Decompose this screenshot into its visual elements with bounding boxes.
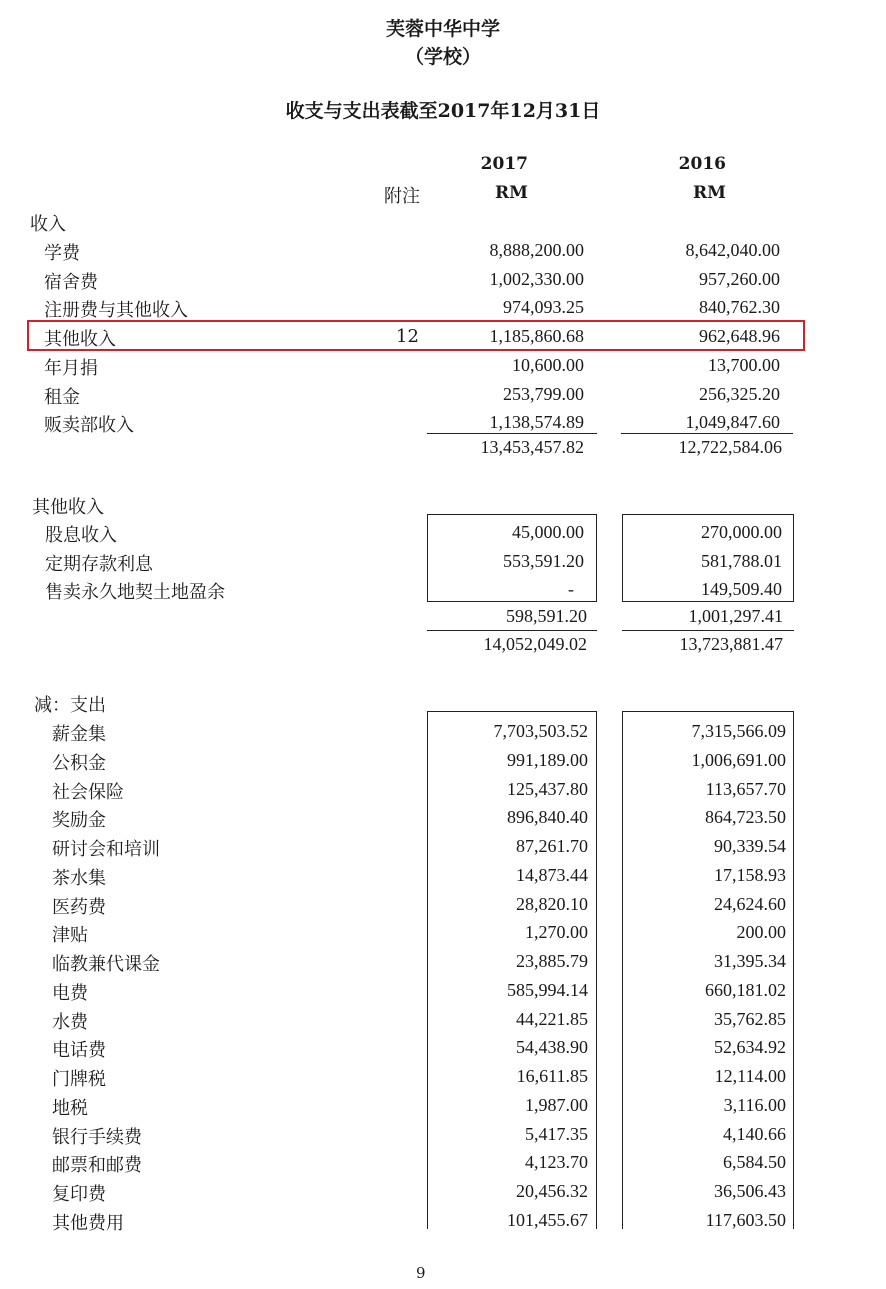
income-row-note: 12 [396,326,419,347]
expense-row-value-2016: 24,624.60 [714,894,786,914]
grand-total-2016: 13,723,881.47 [679,634,783,654]
other-income-row-value-2017: 45,000.00 [512,522,584,542]
other-income-subtotal-2016: 1,001,297.41 [688,606,783,626]
expense-row-label: 茶水集 [52,868,106,889]
income-total-rule-2016 [621,433,793,434]
year-current-header: 2017 [480,154,528,174]
income-row-value-2016: 962,648.96 [699,326,780,346]
other-income-row-value-2017: 553,591.20 [503,551,584,571]
expense-row-value-2017: 44,221.85 [516,1009,588,1029]
income-total-rule-2017 [427,433,597,434]
expense-box-right-2016 [793,711,794,1229]
expense-row-value-2017: 14,873.44 [516,865,588,885]
other-income-heading: 其他收入 [32,497,104,518]
expense-row-value-2017: 4,123.70 [525,1152,588,1172]
income-row-value-2016: 840,762.30 [699,297,780,317]
income-row-label: 年月捐 [44,358,98,379]
income-row-label: 贩卖部收入 [44,415,134,436]
school-name: 芙蓉中华中学 [385,18,500,40]
expense-row-value-2017: 585,994.14 [507,980,588,1000]
income-row-value-2017: 8,888,200.00 [489,240,584,260]
income-row-value-2017: 974,093.25 [503,297,584,317]
expense-row-value-2017: 54,438.90 [516,1037,588,1057]
income-row-value-2017: 1,185,860.68 [489,326,584,346]
income-row-value-2016: 13,700.00 [708,355,780,375]
expense-row-value-2016: 36,506.43 [714,1181,786,1201]
expense-box-right-2017 [596,711,597,1229]
expense-row-value-2016: 12,114.00 [714,1066,786,1086]
expense-row-label: 其他费用 [52,1213,124,1234]
expense-row-value-2016: 113,657.70 [705,779,786,799]
expense-row-value-2016: 90,339.54 [714,836,786,856]
income-row-label: 注册费与其他收入 [44,300,188,321]
grand-total-rule-2016 [622,630,794,631]
expense-row-value-2016: 3,116.00 [723,1095,786,1115]
income-row-value-2017: 1,002,330.00 [489,269,584,289]
grand-total-2017: 14,052,049.02 [483,634,587,654]
income-row-label: 学费 [44,243,80,264]
expenses-heading: 减：支出 [34,695,106,716]
expense-row-value-2017: 125,437.80 [507,779,588,799]
expense-row-value-2016: 35,762.85 [714,1009,786,1029]
statement-title: 收支与支出表截至2017年12月31日 [285,100,601,122]
expense-row-value-2016: 31,395.34 [714,951,786,971]
income-total-2017: 13,453,457.82 [480,437,584,457]
expense-row-value-2016: 4,140.66 [723,1124,786,1144]
currency-prior-header: RM [693,183,726,203]
expense-box-top-2017 [427,711,597,712]
other-income-row-value-2017: - [568,579,574,599]
expense-row-value-2017: 1,987.00 [525,1095,588,1115]
expense-row-label: 复印费 [52,1184,106,1205]
other-income-row-value-2016: 270,000.00 [701,522,782,542]
other-income-row-label: 股息收入 [45,525,117,546]
expense-row-value-2016: 6,584.50 [723,1152,786,1172]
expense-row-value-2016: 864,723.50 [705,807,786,827]
expense-row-label: 地税 [52,1098,88,1119]
expense-row-value-2016: 660,181.02 [705,980,786,1000]
expense-row-label: 水费 [52,1012,88,1033]
expense-row-value-2016: 17,158.93 [714,865,786,885]
income-row-value-2016: 256,325.20 [699,384,780,404]
expense-row-value-2017: 16,611.85 [516,1066,588,1086]
income-heading: 收入 [30,214,66,235]
expense-row-label: 社会保险 [52,782,124,803]
expense-row-value-2016: 52,634.92 [714,1037,786,1057]
expense-row-value-2016: 1,006,691.00 [691,750,786,770]
expense-row-value-2017: 7,703,503.52 [493,721,588,741]
expense-row-value-2017: 101,455.67 [507,1210,588,1230]
currency-current-header: RM [495,183,528,203]
expense-row-value-2017: 1,270.00 [525,922,588,942]
income-row-label: 租金 [44,387,80,408]
grand-total-rule-2017 [427,630,597,631]
income-row-value-2016: 1,049,847.60 [685,412,780,432]
highlight-box [27,320,805,351]
expense-row-label: 电费 [52,983,88,1004]
other-income-row-label: 定期存款利息 [45,554,153,575]
expense-row-value-2017: 28,820.10 [516,894,588,914]
expense-row-label: 临教兼代课金 [52,954,160,975]
income-row-value-2016: 957,260.00 [699,269,780,289]
expense-row-value-2017: 23,885.79 [516,951,588,971]
income-row-label: 宿舍费 [44,272,98,293]
other-income-row-value-2016: 581,788.01 [701,551,782,571]
expense-box-top-2016 [622,711,794,712]
expense-row-value-2016: 200.00 [736,922,786,942]
expense-row-value-2016: 7,315,566.09 [691,721,786,741]
expense-row-value-2017: 20,456.32 [516,1181,588,1201]
note-column-header: 附注 [384,186,420,207]
page-number: 9 [416,1264,426,1282]
expense-row-label: 邮票和邮费 [52,1155,142,1176]
other-income-row-label: 售卖永久地契土地盈余 [45,582,225,603]
expense-row-value-2016: 117,603.50 [705,1210,786,1230]
expense-row-value-2017: 87,261.70 [516,836,588,856]
expense-row-label: 银行手续费 [52,1127,142,1148]
income-row-value-2016: 8,642,040.00 [685,240,780,260]
expense-box-left-2016 [622,711,623,1229]
expense-row-value-2017: 991,189.00 [507,750,588,770]
other-income-subtotal-2017: 598,591.20 [506,606,587,626]
other-income-row-value-2016: 149,509.40 [701,579,782,599]
expense-row-label: 薪金集 [52,724,106,745]
expense-row-value-2017: 896,840.40 [507,807,588,827]
income-row-label: 其他收入 [44,329,116,350]
expense-row-label: 研讨会和培训 [52,839,160,860]
income-total-2016: 12,722,584.06 [678,437,782,457]
expense-row-label: 公积金 [52,753,106,774]
income-row-value-2017: 1,138,574.89 [489,412,584,432]
expense-row-label: 门牌税 [52,1069,106,1090]
expense-row-label: 奖励金 [52,810,106,831]
expense-row-value-2017: 5,417.35 [525,1124,588,1144]
income-row-value-2017: 10,600.00 [512,355,584,375]
expense-row-label: 电话费 [52,1040,106,1061]
expense-row-label: 津贴 [52,925,88,946]
school-subtitle: （学校） [404,46,481,68]
year-prior-header: 2016 [678,154,726,174]
income-row-value-2017: 253,799.00 [503,384,584,404]
expense-row-label: 医药费 [52,897,106,918]
